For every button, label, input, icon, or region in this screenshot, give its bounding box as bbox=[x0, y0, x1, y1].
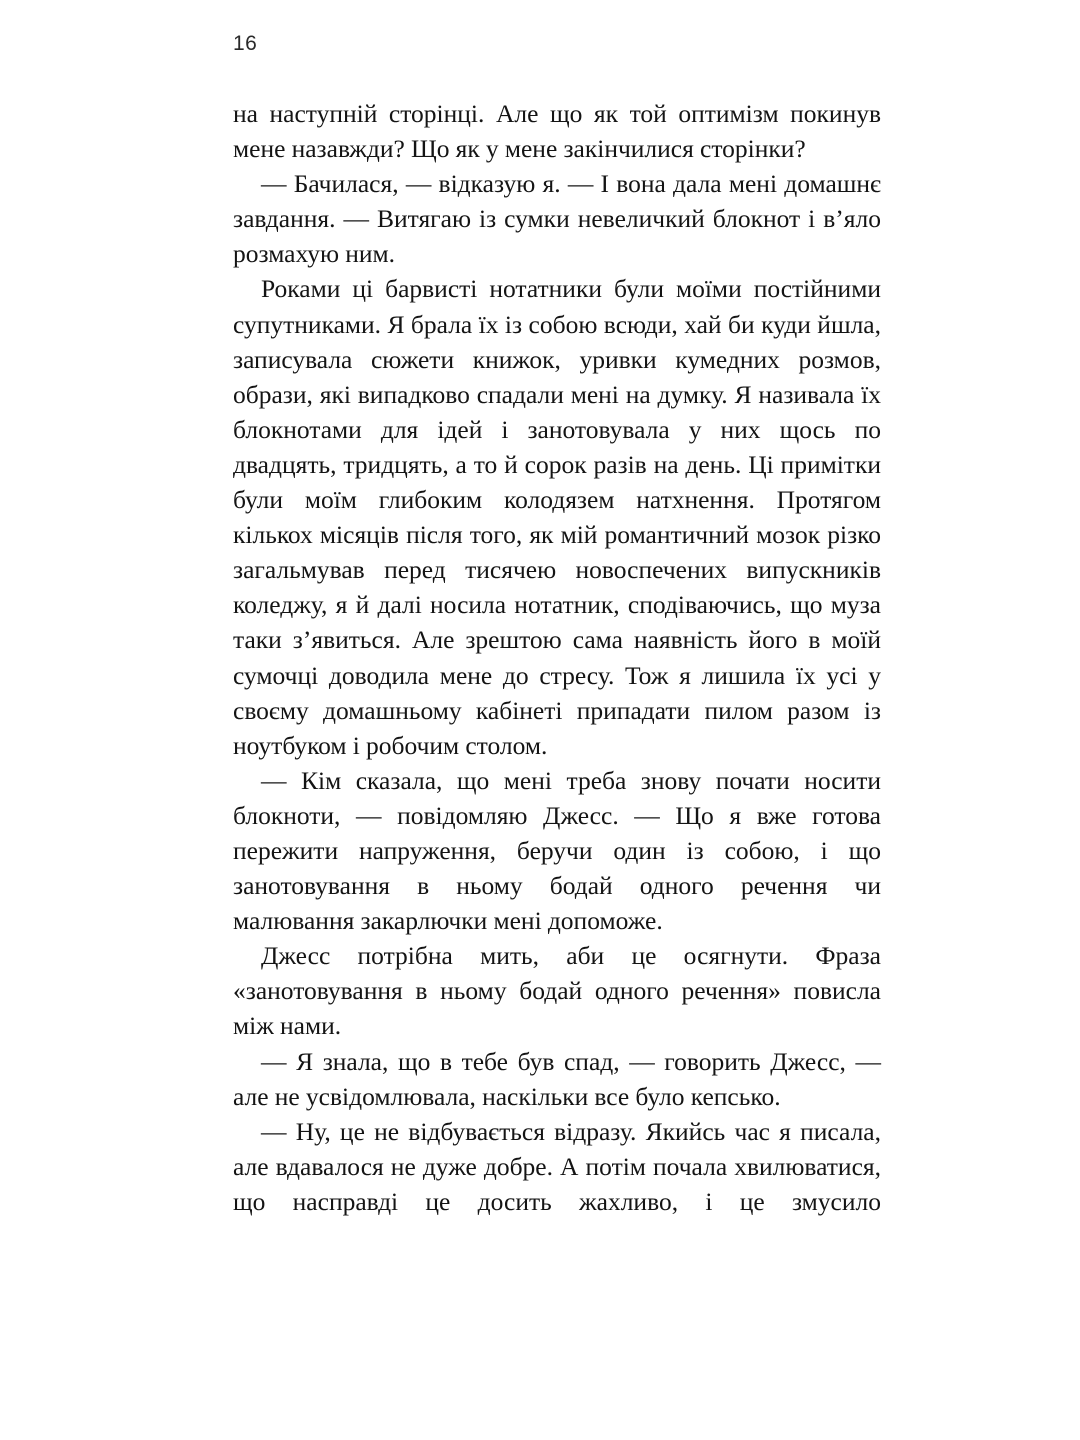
paragraph: — Кім сказала, що мені треба знову почати носити блокноти, — повідомляю Джесс. — Що я вже готова пережити напруження, беручи один із собою, і що занотовування в ньому бодай одного речення чи малювання закарлючки мені допоможе. bbox=[233, 765, 881, 936]
paragraph: — Я знала, що в тебе був спад, — говорить Джесс, — але не усвідомлювала, наскільки все було кепсько. bbox=[233, 1046, 881, 1111]
page-number: 16 bbox=[233, 32, 258, 55]
paragraph: — Ну, це не відбувається відразу. Якийсь час я писала, але вдавалося не дуже добре. А потім почала хвилюватися, що насправді це досить жахливо, і це змусило bbox=[233, 1116, 881, 1216]
paragraph: на наступній сторінці. Але що як той оптимізм покинув мене назавжди? Що як у мене закінчилися сторінки? bbox=[233, 99, 881, 164]
paragraph: Роками ці барвисті нотатники були моїми постійними супутниками. Я брала їх із собою всюди, хай би куди йшла, записувала сюжети книжок, уривки кумедних розмов, образи, які випадково спадали мені на думку. Я називала їх блокнотами для ідей і занотовувала у них щось по двадцять, тридцять, а то й сорок разів на день. Ці примітки були моїм глибоким колодязем натхнення. Протягом кількох місяців після того, як мій романтичний мозок різко загальмував перед тисячею новоспечених випускників коледжу, я й далі носила нотатник, сподіваючись, що муза таки з’явиться. Але зрештою сама наявність його в моїй сумочці доводила мене до стресу. Тож я лишила їх усі у своєму домашньому кабінеті припадати пилом разом із ноутбуком і робочим столом. bbox=[233, 274, 881, 760]
paragraph: Джесс потрібна мить, аби це осягнути. Фраза «занотовування в ньому бодай одного речення» повисла між нами. bbox=[233, 941, 881, 1041]
body-text-block bbox=[233, 96, 881, 1254]
paragraph: — Бачилася, — відказую я. — І вона дала мені домашнє завдання. — Витягаю із сумки невеличкий блокнот і в’яло розмахую ним. bbox=[233, 169, 881, 269]
